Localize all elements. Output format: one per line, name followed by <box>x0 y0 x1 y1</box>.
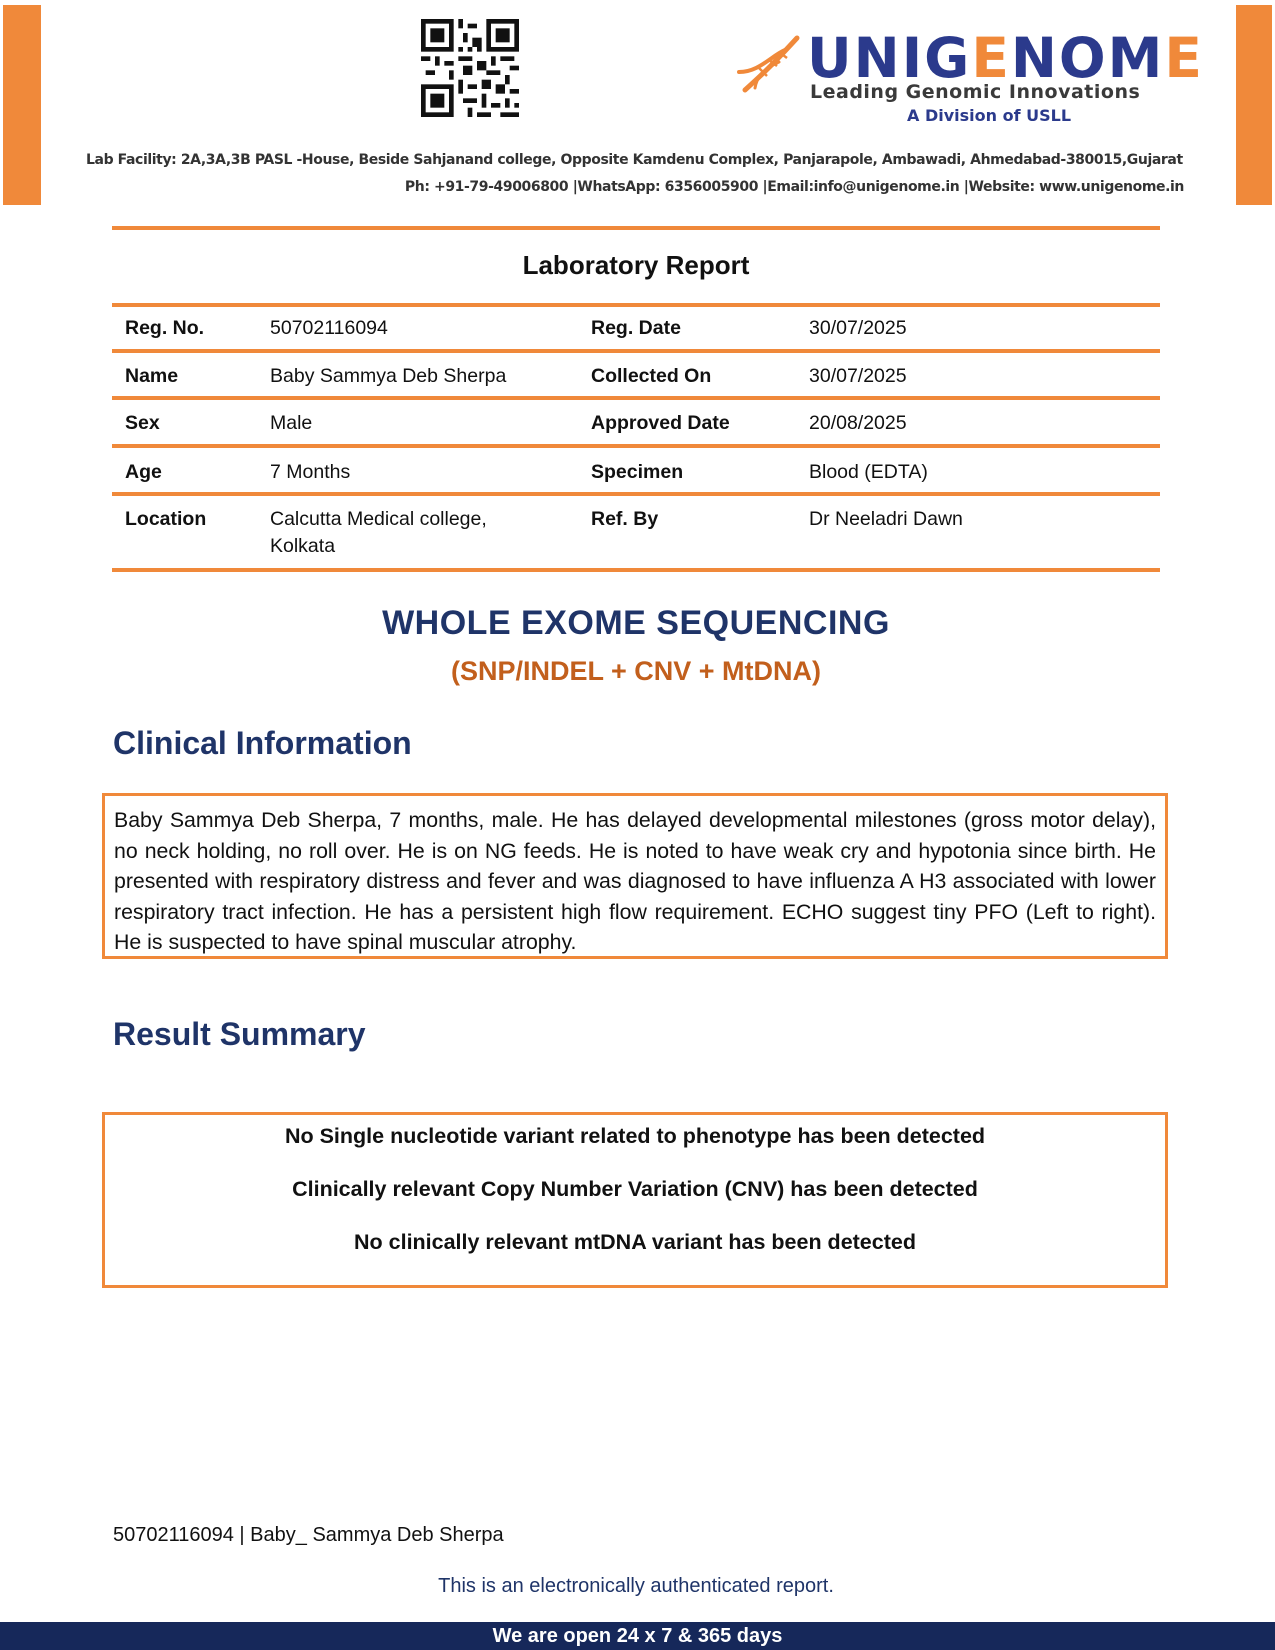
left-accent-bar <box>3 5 41 205</box>
footer-open-hours-bar: We are open 24 x 7 & 365 days <box>0 1622 1275 1650</box>
value-name: Baby Sammya Deb Sherpa <box>270 365 507 387</box>
label-reg-no: Reg. No. <box>125 317 205 339</box>
value-specimen: Blood (EDTA) <box>809 461 928 483</box>
patient-info-table <box>112 305 1160 572</box>
result-mtdna-line: No clinically relevant mtDNA variant has been detected <box>354 1230 916 1254</box>
info-row-age <box>112 448 1160 496</box>
label-reg-date: Reg. Date <box>591 317 681 339</box>
result-snv-line: No Single nucleotide variant related to phenotype has been detected <box>284 1124 986 1148</box>
label-collected-on: Collected On <box>591 365 712 387</box>
unigenome-logo <box>735 26 1204 128</box>
info-row-name <box>112 353 1160 400</box>
right-accent-bar <box>1236 5 1272 205</box>
label-age: Age <box>125 461 162 483</box>
lab-contact: Ph: +91-79-49006800 |WhatsApp: 6356005900 |Email:info@unigenome.in |Website: www.unigenome.in <box>404 179 1184 195</box>
value-location-line2: Kolkata <box>270 535 336 557</box>
qr-code-icon <box>421 19 519 117</box>
value-reg-no: 50702116094 <box>270 317 388 339</box>
label-sex: Sex <box>125 412 160 434</box>
value-reg-date: 30/07/2025 <box>809 317 907 339</box>
clinical-info-text: Baby Sammya Deb Sherpa, 7 months, male. He has delayed developmental milestones (gross motor delay), no neck holding, no roll over. He is on NG feeds. He is noted to have weak cry and hypotonia since birth. He presented with respiratory distress and fever and was diagnosed to have influenza A H3 associated with lower respiratory tract infection. He has a persistent high flow requirement. ECHO suggest tiny PFO (Left to right). He is suspected to have spinal muscular atrophy. <box>114 808 1156 954</box>
lab-address: Lab Facility: 2A,3A,3B PASL -House, Beside Sahjanand college, Opposite Kamdenu Complex, Panjarapole, Ambawadi, Ahmedabad-380015,Gujarat <box>86 152 1183 168</box>
report-title: Laboratory Report <box>522 250 750 280</box>
result-summary-heading: Result Summary <box>113 1016 366 1052</box>
value-approved-date: 20/08/2025 <box>809 412 907 434</box>
info-row-location <box>112 496 1160 572</box>
value-age: 7 Months <box>270 461 351 483</box>
logo-tagline: Leading Genomic Innovations <box>810 81 1141 103</box>
value-sex: Male <box>270 412 313 434</box>
result-cnv-line: Clinically relevant Copy Number Variation (CNV) has been detected <box>292 1177 978 1201</box>
clinical-info-heading: Clinical Information <box>113 725 412 761</box>
info-row-reg <box>112 305 1160 353</box>
test-subtitle: (SNP/INDEL + CNV + MtDNA) <box>450 656 822 686</box>
label-ref-by: Ref. By <box>591 508 659 530</box>
footer-patient-id: 50702116094 | Baby_ Sammya Deb Sherpa <box>113 1524 504 1546</box>
clinical-info-box <box>102 793 1168 959</box>
value-location-line1: Calcutta Medical college, <box>270 508 487 530</box>
value-ref-by: Dr Neeladri Dawn <box>809 508 963 530</box>
test-title: WHOLE EXOME SEQUENCING <box>382 604 890 642</box>
result-summary-box <box>102 1112 1168 1288</box>
divider-top <box>112 226 1160 230</box>
dna-helix-icon <box>735 32 807 96</box>
label-name: Name <box>125 365 179 387</box>
footer-auth-note: This is an electronically authenticated report. <box>438 1575 834 1597</box>
logo-wordmark: UNIGENOME <box>807 26 1204 90</box>
label-approved-date: Approved Date <box>591 412 730 434</box>
logo-division: A Division of USLL <box>907 106 1072 125</box>
info-row-sex <box>112 400 1160 448</box>
label-specimen: Specimen <box>591 461 684 483</box>
label-location: Location <box>125 508 207 530</box>
value-collected-on: 30/07/2025 <box>809 365 907 387</box>
